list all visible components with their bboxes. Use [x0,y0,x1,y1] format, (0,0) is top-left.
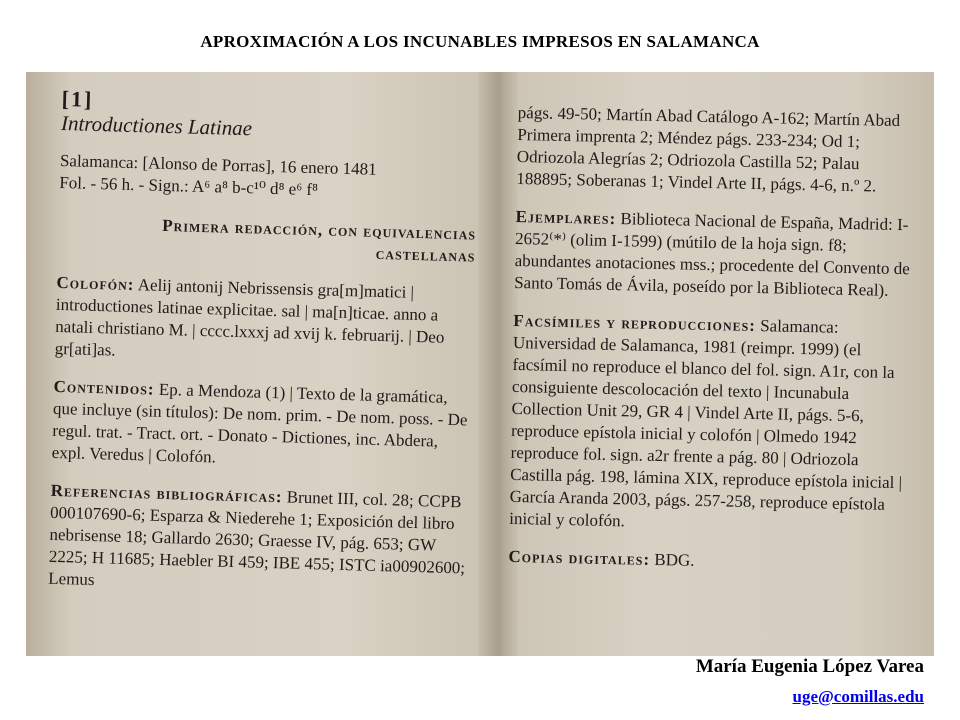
imprint [59,150,478,206]
colophon-paragraph [54,272,474,372]
edition-heading-line-1: Primera redacción, con equivalencias [162,215,477,244]
facsimiles-text: Salamanca: Universidad de Salamanca, 1981 (reimpr. 1999) (el facsímil no reproduce el blanco del fol. sign. A1r, con la consiguiente descolocación del texto | Incunabula Collection Unit 29, GR 4 | Vindel Arte II, págs. 5-6, reproduce epístola inicial y colofón | Olmedo 1942 reproduce fol. sign. a2r frente a pág. 80 | Odriozola Castilla pág. 198, lámina XIX, reproduce epístola inicial | García Aranda 2003, págs. 257-258, reproduce epístola inicial y colofón. [509,316,903,531]
facsimiles-paragraph [509,310,912,538]
references-label: Referencias bibliográficas: [50,480,283,507]
colophon-text: Aelij antonij Nebrissensis gra[m]matici | introductiones latinae explicitae. sal | ma[n]ticae. anno a natali christiano M. | cccc.lxxxj ad xvij k. februarij. | Deo gr[ati]as. [54,275,445,360]
contents-text: Ep. a Mendoza (1) | Texto de la gramática, que incluye (sin títulos): De nom. prim. - De nom. poss. - De regul. trat. - Tract. ort. - Donato - Dictiones, inc. Abdera, expl. Veredus | Colofón. [51,379,468,467]
right-page-text [508,102,916,576]
edition-heading-line-2: castellanas [375,243,476,266]
imprint-line-1: Salamanca: [Alonso de Porras], 16 enero 1481 [59,150,377,179]
references-continued: págs. 49-50; Martín Abad Catálogo A-162; Martín Abad Primera imprenta 2; Méndez págs. 233-234; Od 1; Odriozola Alegrías 2; Odriozola Castilla 52; Palau 188895; Soberanas 1; Vindel Arte II, págs. 4-6, n.º 2. [516,102,901,196]
references-paragraph [48,480,469,602]
references-text: Brunet III, col. 28; CCPB 000107690-6; Esparza & Niederehe 1; Exposición del libro nebrisense 18; Gallardo 2630; Graesse IV, pág. 653; GW 2225; H 11685; Haebler BI 459; IBE 455; ISTC ia00902600; Lemus [48,487,466,590]
contents-label: Contenidos: [53,376,155,399]
digital-copies-label: Copias digitales: [508,546,651,569]
entry-title: Introductiones Latinae [60,110,253,141]
author-name: María Eugenia López Varea [695,656,924,677]
digital-copies-text: BDG. [654,549,695,570]
imprint-line-2: Fol. - 56 h. - Sign.: A⁶ a⁸ b-c¹⁰ d⁸ e⁶ f⁸ [59,172,319,200]
copies-label: Ejemplares: [515,206,617,229]
copies-text: Biblioteca Nacional de España, Madrid: I-2652⁽*⁾ (olim I-1599) (mútilo de la hoja sign. f8; abundantes anotaciones mss.; procedente del Convento de Santo Tomás de Ávila, poseído por la Biblioteca Real). [514,209,910,300]
slide-title: APROXIMACIÓN A LOS INCUNABLES IMPRESOS EN SALAMANCA [200,32,760,51]
entry-number: [1] [61,86,94,112]
colophon-label: Colofón: [56,272,135,295]
facsimiles-label: Facsímiles y reproducciones: [513,310,757,336]
edition-heading [57,212,476,268]
copies-paragraph [514,206,914,302]
contents-paragraph [52,376,472,476]
book-page-photo [26,72,934,656]
left-page-text [48,88,480,601]
author-email-link[interactable]: uge@comillas.edu [792,687,924,706]
